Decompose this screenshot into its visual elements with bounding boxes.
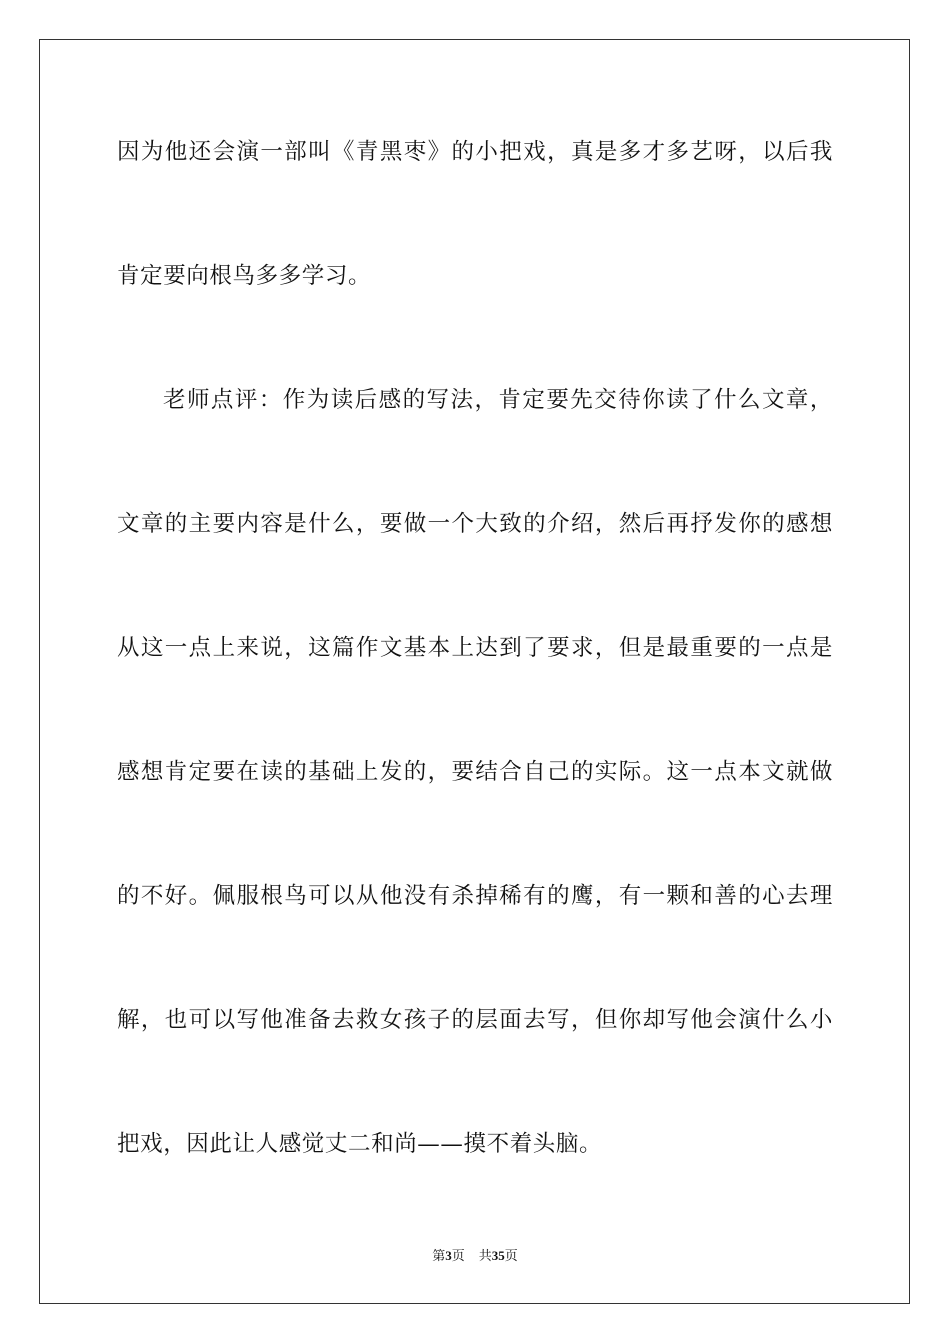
teacher-comment-line-1: 老师点评：作为读后感的写法，肯定要先交待你读了什么文章，: [163, 387, 833, 413]
total-prefix: 共: [478, 1249, 492, 1264]
page-prefix: 第: [432, 1249, 446, 1264]
teacher-comment-line-3: 从这一点上来说，这篇作文基本上达到了要求，但是最重要的一点是: [117, 635, 833, 661]
page-footer: [0, 1247, 950, 1266]
page-suffix: 页: [451, 1249, 465, 1264]
body-text-line-1: 因为他还会演一部叫《青黑枣》的小把戏，真是多才多艺呀，以后我: [117, 139, 833, 165]
page-border: [39, 39, 910, 1304]
page-number: 3: [445, 1248, 452, 1263]
teacher-comment-line-4: 感想肯定要在读的基础上发的，要结合自己的实际。这一点本文就做: [117, 759, 833, 785]
total-pages: 35: [491, 1248, 505, 1263]
body-text-line-2: 肯定要向根鸟多多学习。: [117, 263, 372, 289]
total-suffix: 页: [504, 1249, 518, 1264]
teacher-comment-line-5: 的不好。佩服根鸟可以从他没有杀掉稀有的鹰，有一颗和善的心去理: [117, 883, 833, 909]
teacher-comment-line-2: 文章的主要内容是什么，要做一个大致的介绍，然后再抒发你的感想: [117, 511, 833, 537]
teacher-comment-line-7: 把戏，因此让人感觉丈二和尚——摸不着头脑。: [117, 1131, 603, 1157]
teacher-comment-line-6: 解，也可以写他准备去救女孩子的层面去写，但你却写他会演什么小: [117, 1007, 833, 1033]
